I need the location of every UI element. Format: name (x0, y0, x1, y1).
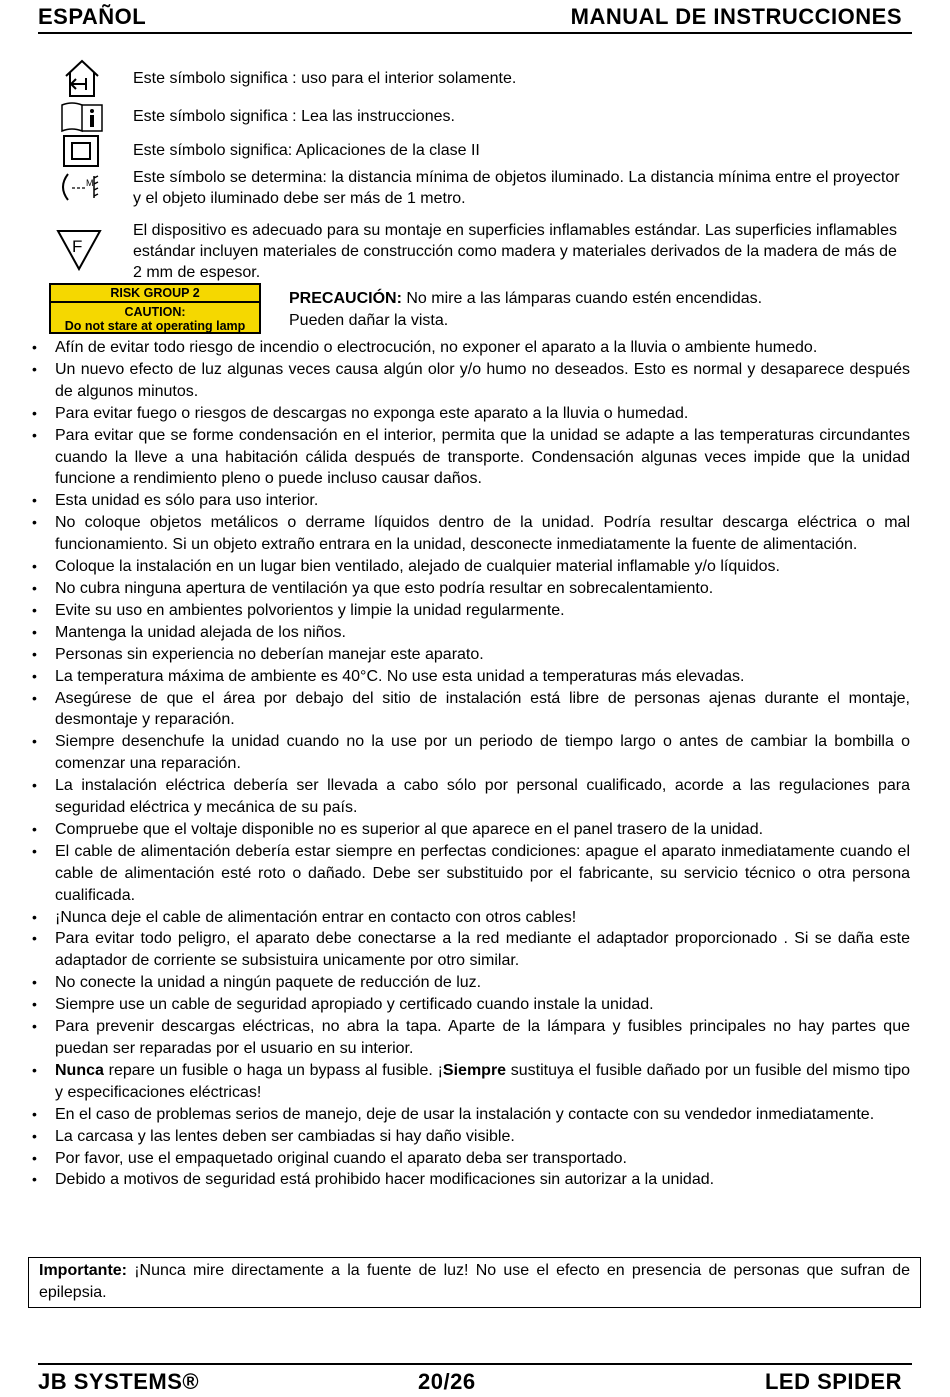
footer-page-number: 20/26 (418, 1369, 476, 1394)
list-item: • Coloque la instalación en un lugar bien ventilado, alejado de cualquier material inflamable y/o líquidos. (28, 556, 910, 578)
list-item: • Para evitar fuego o riesgos de descargas no exponga este aparato a la lluvia o humedad. (28, 403, 910, 425)
symbol-text-distance: Este símbolo se determina: la distancia mínima de objetos iluminado. La distancia mínima entre el proyector y el objeto iluminado debe ser más de 1 metro. (133, 169, 900, 207)
minimum-distance-icon (56, 170, 102, 204)
svg-text:M: M (86, 178, 94, 188)
list-item: • Evite su uso en ambientes polvorientos y limpie la unidad regularmente. (28, 600, 910, 622)
list-item: • En el caso de problemas serios de manejo, deje de usar la instalación y contacte con su vendedor inmediatamente. (28, 1104, 910, 1126)
page-header (38, 2, 912, 34)
precaution-line2: Pueden dañar la vista. (289, 312, 449, 329)
flammable-surface-f-icon (55, 228, 103, 272)
precaution-line1: No mire a las lámparas cuando estén encendidas. (401, 290, 763, 307)
page-footer (38, 1363, 912, 1397)
list-item: • Por favor, use el empaquetado original cuando el aparato deba ser transportado. (28, 1148, 910, 1170)
list-item: • Siempre use un cable de seguridad apropiado y certificado cuando instale la unidad. (28, 994, 910, 1016)
list-item: • No conecte la unidad a ningún paquete de reducción de luz. (28, 972, 910, 994)
fuse-text-1: repare un fusible o haga un bypass al fusible. ¡ (103, 1061, 443, 1079)
important-text: ¡Nunca mire directamente a la fuente de luz! No use el efecto en presencia de personas que sufran de epilepsia. (39, 1262, 910, 1301)
list-item: • Siempre desenchufe la unidad cuando no la use por un periodo de tiempo largo o antes de cambiar la bombilla o comenzar una reparación. (28, 731, 910, 775)
important-notice (28, 1257, 921, 1308)
read-instructions-icon (60, 101, 104, 133)
list-item: • ¡Nunca deje el cable de alimentación entrar en contacto con otros cables! (28, 907, 910, 929)
list-item: • La carcasa y las lentes deben ser cambiadas si hay daño visible. (28, 1126, 910, 1148)
risk-group-label (49, 283, 261, 334)
list-item: • Compruebe que el voltaje disponible no es superior al que aparece en el panel trasero de la unidad. (28, 819, 910, 841)
list-item: • Debido a motivos de seguridad está prohibido hacer modificaciones sin autorizar a la unidad. (28, 1169, 910, 1191)
list-item: • El cable de alimentación debería estar siempre en perfectas condiciones: apague el aparato inmediatamente cuando el cable de alimentación esté roto o dañado. Debe ser substituido por el fabricante, su servicio técnico o otra persona cualificada. (28, 841, 910, 907)
list-item: • Asegúrese de que el área por debajo del sitio de instalación está libre de personas ajenas durante el montaje, desmontaje y reparación. (28, 688, 910, 732)
list-item: • La instalación eléctrica debería ser llevada a cabo sólo por personal cualificado, acorde a las regulaciones para seguridad eléctrica y mecánica de su país. (28, 775, 910, 819)
list-item (28, 1060, 910, 1104)
risk-warning: Do not stare at operating lamp (64, 319, 246, 333)
svg-text:F: F (72, 237, 83, 256)
indoor-use-icon (62, 58, 102, 100)
list-item: • La temperatura máxima de ambiente es 40°C. No use esta unidad a temperaturas más elevadas. (28, 666, 910, 688)
list-item: • Para evitar que se forme condensación en el interior, permita que la unidad se adapte a las temperaturas circundantes cuando la lleve a una habitación cálida después de transporte. Condensación algunas veces impide que la unidad funcione a rendimiento pleno o puede incluso causar daños. (28, 425, 910, 491)
list-item: • No cubra ninguna apertura de ventilación ya que esto podría resultar en sobrecalentamiento. (28, 578, 910, 600)
precaution-label: PRECAUCIÓN: (289, 290, 402, 307)
risk-group-title: RISK GROUP 2 (51, 285, 259, 303)
list-item: • Un nuevo efecto de luz algunas veces causa algún olor y/o humo no deseados. Esto es normal y desaparece después de algunos minutos. (28, 359, 910, 403)
precaution-note (289, 288, 762, 332)
fuse-text-2: sustituya el fusible dañado por un fusible del mismo tipo y especificaciones eléctricas! (55, 1061, 910, 1101)
symbol-text-instructions: Este símbolo significa : Lea las instrucciones. (133, 108, 455, 125)
symbol-text-flammable: El dispositivo es adecuado para su montaje en superficies inflamables estándar. Las superficies inflamables estándar incluyen materiales de construcción como madera y materiales derivados de la madera de más de 2 mm de espesor. (133, 222, 897, 281)
list-item: • Para evitar todo peligro, el aparato debe conectarse a la red mediante el adaptador proporcionado . Si se daña este adaptador de corriente se subsistuira unicamente por otro similar. (28, 928, 910, 972)
list-item: • Esta unidad es sólo para uso interior. (28, 490, 910, 512)
footer-product: LED SPIDER (764, 1369, 902, 1394)
fuse-always: Siempre (442, 1061, 507, 1079)
header-language: ESPAÑOL (38, 4, 147, 29)
footer-brand: JB SYSTEMS® (38, 1369, 200, 1394)
safety-instructions-list (28, 337, 910, 1191)
class-ii-icon (62, 134, 100, 168)
list-item: • Mantenga la unidad alejada de los niños. (28, 622, 910, 644)
list-item: • Personas sin experiencia no deberían manejar este aparato. (28, 644, 910, 666)
symbol-text-class-ii: Este símbolo significa: Aplicaciones de la clase II (133, 142, 480, 159)
important-label: Importante: (39, 1262, 127, 1279)
list-item: • Para prevenir descargas eléctricas, no abra la tapa. Aparte de la lámpara y fusibles principales no hay partes que puedan ser reparadas por el usuario en su interior. (28, 1016, 910, 1060)
fuse-never: Nunca (55, 1061, 104, 1079)
risk-caution: CAUTION: (124, 305, 186, 319)
list-item: • Afín de evitar todo riesgo de incendio o electrocución, no exponer el aparato a la lluvia o ambiente humedo. (28, 337, 910, 359)
list-item: • No coloque objetos metálicos o derrame líquidos dentro de la unidad. Podría resultar descarga eléctrica o mal funcionamiento. Si un objeto extraño entrara en la unidad, desconecte inmediatamente la fuente de alimentación. (28, 512, 910, 556)
symbol-text-indoor: Este símbolo significa : uso para el interior solamente. (133, 70, 517, 87)
header-title: MANUAL DE INSTRUCCIONES (570, 4, 902, 29)
